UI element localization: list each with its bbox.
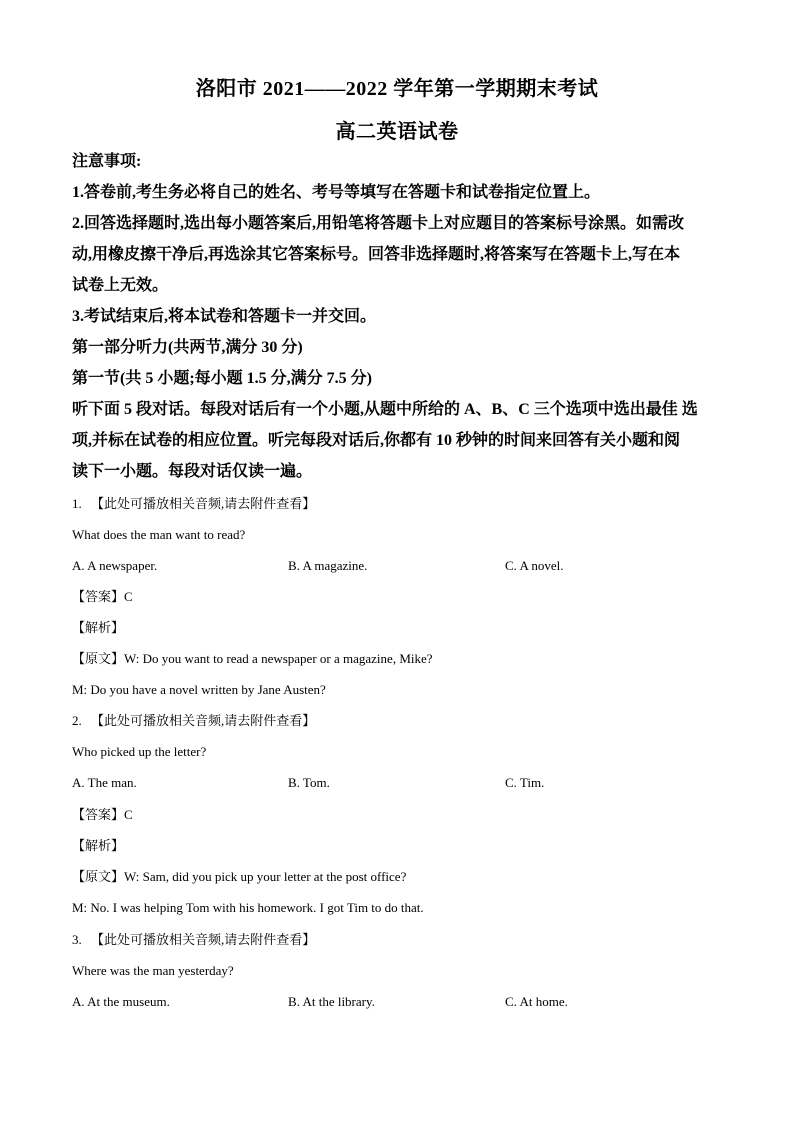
question-2-option-b: B. Tom.: [288, 775, 330, 790]
original-text: W: Do you want to read a newspaper or a magazine, Mike?: [124, 651, 433, 666]
question-2-analysis-tag: 【解析】: [72, 838, 125, 853]
exam-subtitle: 高二英语试卷: [335, 121, 459, 143]
question-number: 3.: [72, 932, 82, 947]
question-1-option-a: A. A newspaper.: [72, 558, 158, 573]
question-2-original-2: M: No. I was helping Tom with his homework. I got Tim to do that.: [72, 900, 424, 915]
question-1-original-2: M: Do you have a novel written by Jane Austen?: [72, 682, 326, 697]
question-3-option-a: A. At the museum.: [72, 994, 170, 1009]
question-1-analysis-tag: 【解析】: [72, 620, 125, 635]
answer-value: C: [124, 589, 133, 604]
audio-note: 【此处可播放相关音频,请去附件查看】: [91, 713, 316, 728]
instruction-1: 1.答卷前,考生务必将自己的姓名、考号等填写在答题卡和试卷指定位置上。: [72, 184, 601, 201]
question-3-audio[interactable]: [72, 931, 315, 949]
question-2-option-c: C. Tim.: [505, 775, 545, 790]
question-2-option-a: A. The man.: [72, 775, 137, 790]
original-tag: 【原文】: [72, 869, 125, 884]
question-1-option-c: C. A novel.: [505, 558, 564, 573]
question-3-text: Where was the man yesterday?: [72, 963, 234, 978]
question-2-audio[interactable]: [72, 712, 315, 730]
instruction-2-line1: 2.回答选择题时,选出每小题答案后,用铅笔将答题卡上对应题目的答案标号涂黑。如需改: [72, 215, 685, 232]
question-2-answer: [72, 806, 133, 824]
audio-note: 【此处可播放相关音频,请去附件查看】: [91, 932, 316, 947]
section-heading: 第一节(共 5 小题;每小题 1.5 分,满分 7.5 分): [72, 370, 372, 387]
answer-tag: 【答案】: [72, 807, 125, 822]
question-1-option-b: B. A magazine.: [288, 558, 368, 573]
question-2-text: Who picked up the letter?: [72, 744, 207, 759]
question-number: 2.: [72, 713, 82, 728]
instruction-3: 3.考试结束后,将本试卷和答题卡一并交回。: [72, 308, 377, 325]
question-1-answer: [72, 588, 133, 606]
instructions-heading: 注意事项:: [72, 153, 142, 170]
audio-note: 【此处可播放相关音频,请去附件查看】: [91, 496, 316, 511]
question-3-option-c: C. At home.: [505, 994, 568, 1009]
instruction-2-line3: 试卷上无效。: [72, 277, 169, 294]
directions-line2: 项,并标在试卷的相应位置。听完每段对话后,你都有 10 秒钟的时间来回答有关小题和阅: [72, 432, 681, 449]
question-number: 1.: [72, 496, 82, 511]
question-1-audio[interactable]: [72, 495, 315, 513]
question-3-option-b: B. At the library.: [288, 994, 375, 1009]
directions-line1: 听下面 5 段对话。每段对话后有一个小题,从题中所给的 A、B、C 三个选项中选出最佳 选: [72, 401, 698, 418]
answer-value: C: [124, 807, 133, 822]
original-text: W: Sam, did you pick up your letter at the post office?: [124, 869, 407, 884]
question-1-text: What does the man want to read?: [72, 527, 246, 542]
question-2-original-1: [72, 868, 406, 886]
instruction-2-line2: 动,用橡皮擦干净后,再选涂其它答案标号。回答非选择题时,将答案写在答题卡上,写在本: [72, 246, 681, 263]
question-1-original-1: [72, 650, 433, 668]
answer-tag: 【答案】: [72, 589, 125, 604]
part-heading: 第一部分听力(共两节,满分 30 分): [72, 339, 303, 356]
exam-title: 洛阳市 2021——2022 学年第一学期期末考试: [195, 78, 599, 100]
original-tag: 【原文】: [72, 651, 125, 666]
directions-line3: 读下一小题。每段对话仅读一遍。: [72, 463, 313, 480]
